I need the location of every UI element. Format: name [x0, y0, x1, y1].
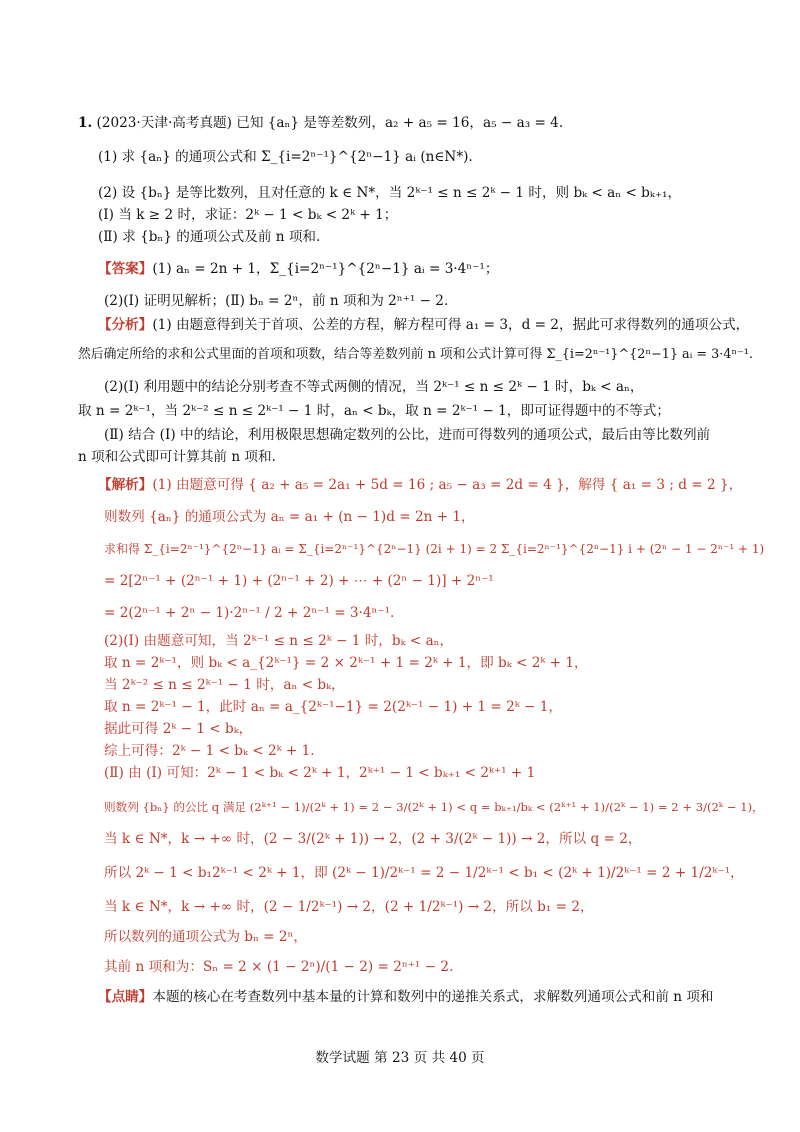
analysis-line-6: n 项和公式即可计算其前 n 项和.: [78, 449, 276, 465]
analysis-line-3: (2)(Ⅰ) 利用题中的结论分别考查不等式两侧的情况，当 2ᵏ⁻¹ ≤ n ≤ 2ᵏ − 1 时，bₖ < aₙ，: [104, 379, 644, 395]
solution-line-16: 当 k ∈ N*，k → +∞ 时，(2 − 1/2ᵏ⁻¹) → 2，(2 + 1/2ᵏ⁻¹) → 2，所以 b₁ = 2，: [104, 899, 594, 915]
problem-part2-i: (Ⅰ) 当 k ≥ 2 时，求证：2ᵏ − 1 < bₖ < 2ᵏ + 1；: [98, 207, 398, 223]
solution-line-15: 所以 2ᵏ − 1 < b₁2ᵏ⁻¹ < 2ᵏ + 1，即 (2ᵏ − 1)/2ᵏ⁻¹ = 2 − 1/2ᵏ⁻¹ < b₁ < (2ᵏ + 1)/2ᵏ⁻¹ = 2 + 1/2ᵏ⁻¹，: [104, 865, 744, 881]
solution-line-2: 则数列 {aₙ} 的通项公式为 aₙ = a₁ + (n − 1)d = 2n + 1，: [104, 509, 475, 525]
solution-line-4: = 2[2ⁿ⁻¹ + (2ⁿ⁻¹ + 1) + (2ⁿ⁻¹ + 2) + ⋯ + (2ⁿ − 1)] + 2ⁿ⁻¹: [104, 573, 494, 589]
solution-line-6: (2)(Ⅰ) 由题意可知，当 2ᵏ⁻¹ ≤ n ≤ 2ᵏ − 1 时，bₖ < aₙ，: [104, 633, 454, 649]
solution-tag: 【解析】: [98, 477, 153, 493]
solution-line-18: 其前 n 项和为：Sₙ = 2 × (1 − 2ⁿ)/(1 − 2) = 2ⁿ⁺¹ − 2.: [104, 959, 454, 975]
analysis-line-5: (Ⅱ) 结合 (Ⅰ) 中的结论，利用极限思想确定数列的公比，进而可得数列的通项公式，最后由等比数列前: [104, 427, 711, 443]
answer-line-1: [98, 260, 498, 278]
solution-line-9: 取 n = 2ᵏ⁻¹ − 1，此时 aₙ = a_{2ᵏ⁻¹−1} = 2(2ᵏ⁻¹ − 1) + 1 = 2ᵏ − 1，: [104, 699, 562, 715]
answer-text-1: (1) aₙ = 2n + 1，Σ_{i=2ⁿ⁻¹}^{2ⁿ−1} aᵢ = 3·4ⁿ⁻¹；: [152, 261, 499, 277]
solution-line-3: 求和得 Σ_{i=2ⁿ⁻¹}^{2ⁿ−1} aᵢ = Σ_{i=2ⁿ⁻¹}^{2ⁿ−1} (2i + 1) = 2 Σ_{i=2ⁿ⁻¹}^{2ⁿ−1} i + (2ⁿ − 1 − 2ⁿ⁻¹ + 1): [104, 542, 765, 556]
problem-source: (2023·天津·高考真题): [96, 115, 232, 131]
analysis-line-1: [98, 316, 749, 334]
problem-number: 1.: [78, 115, 93, 131]
solution-line-5: = 2(2ⁿ⁻¹ + 2ⁿ − 1)·2ⁿ⁻¹ / 2 + 2ⁿ⁻¹ = 3·4ⁿ⁻¹.: [104, 605, 395, 621]
solution-line-10: 据此可得 2ᵏ − 1 < bₖ，: [104, 721, 253, 737]
solution-line-12: (Ⅱ) 由 (Ⅰ) 可知：2ᵏ − 1 < bₖ < 2ᵏ + 1，2ᵏ⁺¹ − 1 < bₖ₊₁ < 2ᵏ⁺¹ + 1: [104, 765, 536, 781]
comment-text-1: 本题的核心在考查数列中基本量的计算和数列中的递推关系式，求解数列通项公式和前 n 项和: [152, 989, 714, 1005]
analysis-line-2: 然后确定所给的求和公式里面的首项和项数，结合等差数列前 n 项和公式计算可得 Σ_{i=2ⁿ⁻¹}^{2ⁿ−1} aᵢ = 3·4ⁿ⁻¹.: [78, 347, 753, 362]
analysis-line-4: 取 n = 2ᵏ⁻¹，当 2ᵏ⁻² ≤ n ≤ 2ᵏ⁻¹ − 1 时，aₙ < bₖ，取 n = 2ᵏ⁻¹ − 1，即可证得题中的不等式；: [78, 403, 670, 419]
answer-line-2: (2)(Ⅰ) 证明见解析；(Ⅱ) bₙ = 2ⁿ，前 n 项和为 2ⁿ⁺¹ − 2.: [104, 293, 449, 309]
page-footer: 数学试题 第 23 页 共 40 页: [315, 1050, 485, 1066]
solution-line-1: [98, 476, 742, 494]
problem-stem: 已知 {aₙ} 是等差数列，a₂ + a₅ = 16，a₅ − a₃ = 4.: [236, 115, 564, 131]
solution-line-13: 则数列 {bₙ} 的公比 q 满足 (2ᵏ⁺¹ − 1)/(2ᵏ + 1) = 2 − 3/(2ᵏ + 1) < q = bₖ₊₁/bₖ < (2ᵏ⁺¹ + 1)/(2ᵏ − 1) = 2 + 3/(2ᵏ − 1)，: [104, 800, 764, 814]
solution-line-17: 所以数列的通项公式为 bₙ = 2ⁿ，: [104, 929, 307, 945]
comment-line-1: [98, 988, 714, 1006]
solution-line-14: 当 k ∈ N*，k → +∞ 时，(2 − 3/(2ᵏ + 1)) → 2，(2 + 3/(2ᵏ − 1)) → 2，所以 q = 2，: [104, 831, 642, 847]
problem-part2-ii: (Ⅱ) 求 {bₙ} 的通项公式及前 n 项和.: [98, 229, 321, 245]
problem-part1: (1) 求 {aₙ} 的通项公式和 Σ_{i=2ⁿ⁻¹}^{2ⁿ−1} aᵢ (n∈N*).: [98, 149, 473, 165]
answer-tag: 【答案】: [98, 261, 153, 277]
solution-line-11: 综上可得：2ᵏ − 1 < bₖ < 2ᵏ + 1.: [104, 743, 315, 759]
problem-header: [78, 114, 563, 132]
solution-line-8: 当 2ᵏ⁻² ≤ n ≤ 2ᵏ⁻¹ − 1 时，aₙ < bₖ，: [104, 677, 345, 693]
analysis-tag: 【分析】: [98, 317, 153, 333]
comment-tag: 【点睛】: [98, 989, 153, 1005]
analysis-text-1: (1) 由题意得到关于首项、公差的方程，解方程可得 a₁ = 3，d = 2，据此可求得数列的通项公式，: [152, 317, 750, 333]
problem-part2: (2) 设 {bₙ} 是等比数列，且对任意的 k ∈ N*，当 2ᵏ⁻¹ ≤ n ≤ 2ᵏ − 1 时，则 bₖ < aₙ < bₖ₊₁，: [98, 185, 682, 201]
solution-text-1: (1) 由题意可得 { a₂ + a₅ = 2a₁ + 5d = 16 ; a₅ − a₃ = 2d = 4 }，解得 { a₁ = 3 ; d = 2 }，: [152, 477, 743, 493]
solution-line-7: 取 n = 2ᵏ⁻¹，则 bₖ < a_{2ᵏ⁻¹} = 2 × 2ᵏ⁻¹ + 1 = 2ᵏ + 1，即 bₖ < 2ᵏ + 1，: [104, 655, 588, 671]
